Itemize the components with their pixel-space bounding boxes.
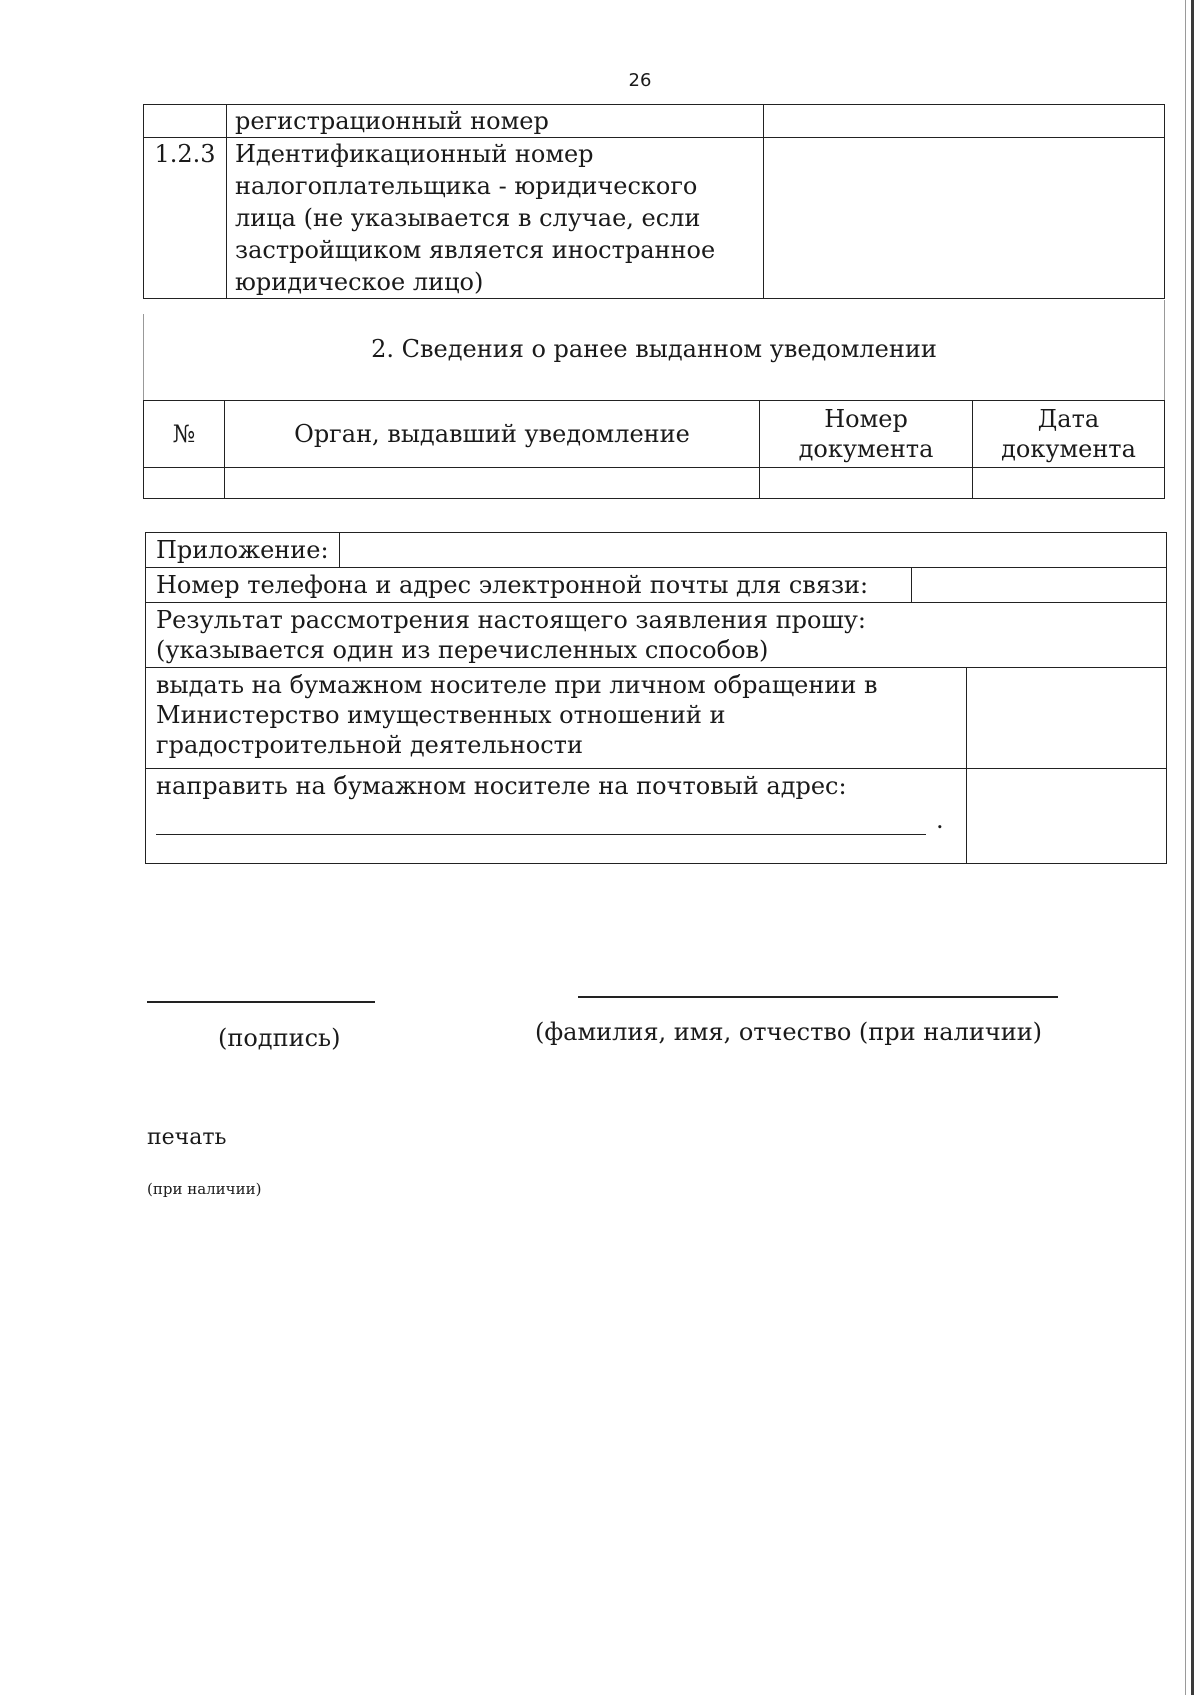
stamp-label: печать	[147, 1125, 227, 1150]
page-number: 26	[628, 70, 652, 91]
attachment-row	[146, 533, 1167, 568]
table-row	[144, 138, 1165, 299]
table-cell[interactable]	[225, 468, 760, 499]
result-cell	[146, 603, 1167, 668]
section-title: 2. Сведения о ранее выданном уведомлении	[371, 335, 937, 363]
signature-label: (подпись)	[218, 1024, 341, 1052]
table-row	[146, 603, 1167, 668]
table-cell[interactable]	[760, 468, 973, 499]
option-mail-cell	[146, 769, 967, 864]
page-edge	[1191, 0, 1194, 1695]
attachment-label: Приложение:	[156, 536, 329, 564]
full-name-label: (фамилия, имя, отчество (при наличии)	[535, 1018, 1043, 1046]
table-row	[144, 468, 1165, 499]
table-row	[146, 668, 1167, 769]
row-number	[144, 105, 227, 138]
row-number: 1.2.3	[144, 138, 227, 299]
row-value-field[interactable]	[764, 138, 1165, 299]
postal-address-field[interactable]	[156, 816, 926, 835]
applicant-table	[143, 104, 1165, 299]
contact-field[interactable]	[911, 568, 1166, 602]
table-row	[146, 568, 1167, 603]
row-label: Идентификационный номер налогоплательщика - юридического лица (не указывается в случае, если застройщиком является иностранное юридическое лицо)	[227, 138, 764, 299]
result-note: (указывается один из перечисленных способов)	[156, 636, 769, 664]
address-period: .	[936, 806, 944, 834]
contact-label: Номер телефона и адрес электронной почты для связи:	[156, 571, 869, 599]
request-table	[145, 532, 1167, 864]
row-value-field[interactable]	[764, 105, 1165, 138]
table-row	[146, 533, 1167, 568]
prior-notice-table	[143, 400, 1165, 499]
option-mail-label: направить на бумажном носителе на почтовый адрес:	[156, 772, 847, 800]
attachment-field[interactable]	[339, 533, 1166, 567]
column-header: Орган, выдавший уведомление	[225, 401, 760, 468]
table-cell[interactable]	[144, 468, 225, 499]
result-label: Результат рассмотрения настоящего заявления прошу:	[156, 606, 867, 634]
column-header: Номер документа	[760, 401, 973, 468]
stamp-note: (при наличии)	[147, 1180, 262, 1198]
column-header: №	[144, 401, 225, 468]
option-mail-checkbox[interactable]	[967, 769, 1167, 864]
table-cell[interactable]	[973, 468, 1165, 499]
table-row	[146, 769, 1167, 864]
row-label: регистрационный номер	[227, 105, 764, 138]
contact-row	[146, 568, 1167, 603]
option-in-person-checkbox[interactable]	[967, 668, 1167, 769]
table-header-row	[144, 401, 1165, 468]
option-in-person-label: выдать на бумажном носителе при личном обращении в Министерство имущественных отношений и градостроительной деятельности	[146, 668, 967, 769]
full-name-line[interactable]	[578, 996, 1058, 998]
table-row	[144, 105, 1165, 138]
page-edge-inner	[1185, 0, 1186, 1695]
signature-line[interactable]	[147, 1001, 375, 1003]
column-header: Дата документа	[973, 401, 1165, 468]
